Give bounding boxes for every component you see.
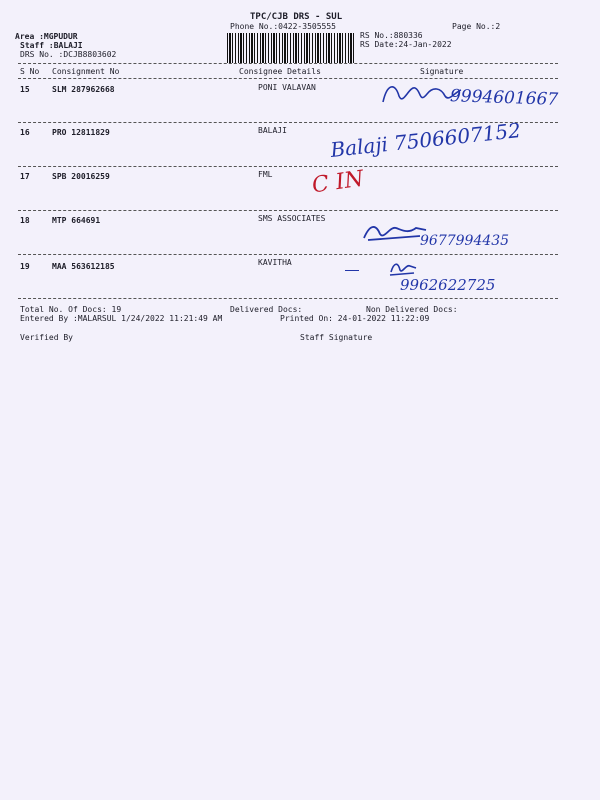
area-label: Area :MGPUDUR: [15, 32, 78, 41]
phone-number: Phone No.:0422-3505555: [230, 22, 336, 31]
pen-dash: [345, 270, 359, 271]
non-delivered-docs: Non Delivered Docs:: [366, 305, 458, 314]
handwritten-phone: 9994601667: [449, 86, 559, 110]
column-header-consignment: Consignment No: [52, 67, 120, 76]
printed-on: Printed On: 24-01-2022 11:22:09: [280, 314, 430, 323]
consignment-number: MAA 563612185: [52, 262, 115, 271]
document-title: TPC/CJB DRS - SUL: [250, 12, 343, 22]
row-sno: 16: [20, 128, 30, 137]
row-sno: 19: [20, 262, 30, 271]
handwritten-note: C IN: [310, 166, 366, 199]
consignment-number: PRO 12811829: [52, 128, 110, 137]
consignee-name: SMS ASSOCIATES: [258, 214, 326, 223]
row-sno: 15: [20, 85, 30, 94]
consignee-name: FML: [258, 170, 273, 179]
consignee-name: BALAJI: [258, 126, 287, 135]
staff-signature: Staff Signature: [300, 333, 373, 342]
consignment-number: MTP 664691: [52, 216, 101, 225]
column-header-signature: Signature: [420, 67, 464, 76]
consignee-name: PONI VALAVAN: [258, 83, 316, 92]
divider: [18, 210, 558, 211]
consignment-number: SPB 20016259: [52, 172, 110, 181]
barcode: [227, 33, 355, 63]
handwritten-phone: 9962622725: [400, 276, 496, 294]
divider: [18, 254, 558, 255]
divider: [18, 78, 558, 79]
rs-number: RS No.:880336: [360, 31, 423, 40]
row-sno: 18: [20, 216, 30, 225]
consignment-number: SLM 287962668: [52, 85, 115, 94]
delivered-docs: Delivered Docs:: [230, 305, 303, 314]
handwritten-phone: 9677994435: [420, 233, 510, 249]
divider: [18, 166, 558, 167]
total-docs: Total No. Of Docs: 19: [20, 305, 122, 314]
column-header-sno: S No: [20, 67, 40, 76]
divider: [18, 63, 558, 64]
consignee-name: KAVITHA: [258, 258, 292, 267]
rs-date: RS Date:24-Jan-2022: [360, 40, 452, 49]
verified-by: Verified By: [20, 333, 73, 342]
staff-label: Staff :BALAJI: [20, 41, 83, 50]
handwritten-name-phone: Balaji 7506607152: [329, 118, 522, 162]
column-header-consignee: Consignee Details: [239, 67, 321, 76]
drs-number: DRS No. :DCJB8803602: [20, 50, 117, 59]
page-number: Page No.:2: [452, 22, 501, 31]
divider: [18, 298, 558, 299]
row-sno: 17: [20, 172, 30, 181]
entered-by: Entered By :MALARSUL 1/24/2022 11:21:49 AM: [20, 314, 223, 323]
